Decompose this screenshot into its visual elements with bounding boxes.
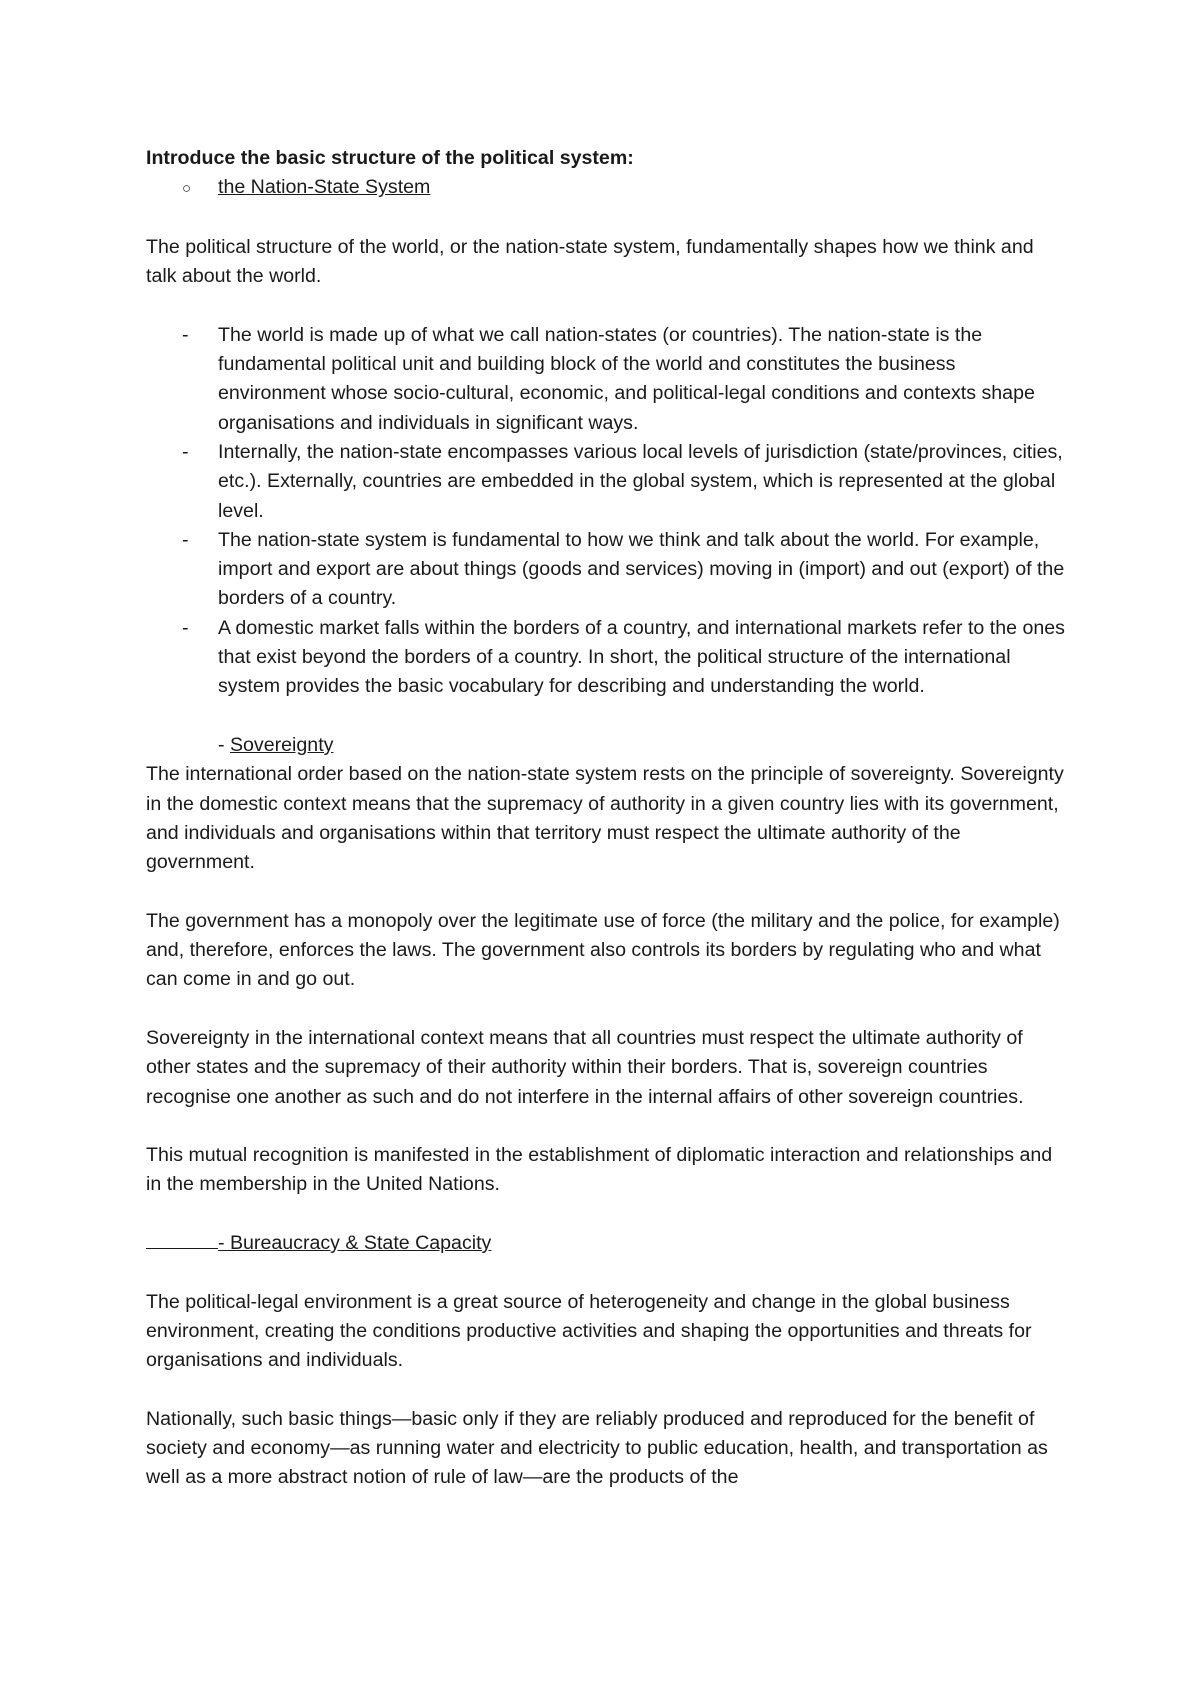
tab-underline [146,1229,218,1249]
list-item [146,438,1066,526]
dash-bullet-icon: - [182,616,189,639]
section-heading: Introduce the basic structure of the political system: [146,147,634,169]
dash-bullet-icon: - [182,528,189,551]
sovereignty-subheading [146,731,1066,760]
sovereignty-paragraph: This mutual recognition is manifested in the establishment of diplomatic interaction and relationships and in the membership in the United Nations. [146,1144,1053,1196]
list-item-text: The nation-state system is fundamental to how we think and talk about the world. For example, import and export are about things (goods and services) moving in (import) and out (export) of the borders of a country. [218,528,1065,610]
bureaucracy-paragraph: Nationally, such basic things—basic only if they are reliably produced and reproduced for the benefit of society and economy—as running water and electricity to public education, health, and transportation as well as a more abstract notion of rule of law—are the products of the [146,1407,1048,1489]
list-item [146,321,1066,438]
list-item-text: A domestic market falls within the borders of a country, and international markets refer to the ones that exist beyond the borders of a country. In short, the political structure of the international system provides the basic vocabulary for describing and understanding the world. [218,616,1065,698]
bureaucracy-title: - Bureaucracy & State Capacity [218,1231,492,1254]
sovereignty-prefix: - [218,733,230,756]
subitem-title: the Nation-State System [218,176,431,199]
dash-list [146,321,1066,702]
document-page [146,144,1066,1493]
sovereignty-paragraph: Sovereignty in the international context means that all countries must respect the ultimate authority of other states and the supremacy of their authority within their borders. That is, sovereign countries recognise one another as such and do not interfere in the internal affairs of other sovereign countries. [146,1026,1024,1108]
intro-paragraph: The political structure of the world, or the nation-state system, fundamentally shapes how we think and talk about the world. [146,235,1034,288]
dash-bullet-icon: - [182,440,189,463]
bureaucracy-subheading [146,1229,1066,1258]
sovereignty-paragraph: The government has a monopoly over the legitimate use of force (the military and the police, for example) and, therefore, enforces the laws. The government also controls its borders by regulating who and what can come in and go out. [146,909,1060,991]
list-item-text: The world is made up of what we call nation-states (or countries). The nation-state is the fundamental political unit and building block of the world and constitutes the business environment whose socio-cultural, economic, and political-legal conditions and contexts shape organisations and individuals in significant ways. [218,323,1035,434]
sovereignty-paragraph: The international order based on the nation-state system rests on the principle of sovereignty. Sovereignty in the domestic context means that the supremacy of authority in a given country lies with its government, and individuals and organisations within that territory must respect the ultimate authority of the government. [146,763,1064,874]
outline-subitem [146,173,1066,203]
list-item [146,526,1066,614]
sovereignty-title: Sovereignty [229,733,334,756]
circle-bullet-icon: ○ [182,180,192,198]
list-item [146,614,1066,702]
bureaucracy-paragraph: The political-legal environment is a great source of heterogeneity and change in the global business environment, creating the conditions productive activities and shaping the opportunities and threats for organisations and individuals. [146,1290,1032,1372]
list-item-text: Internally, the nation-state encompasses various local levels of jurisdiction (state/provinces, cities, etc.). Externally, countries are embedded in the global system, which is represented at the global level. [218,440,1063,522]
dash-bullet-icon: - [182,323,189,346]
